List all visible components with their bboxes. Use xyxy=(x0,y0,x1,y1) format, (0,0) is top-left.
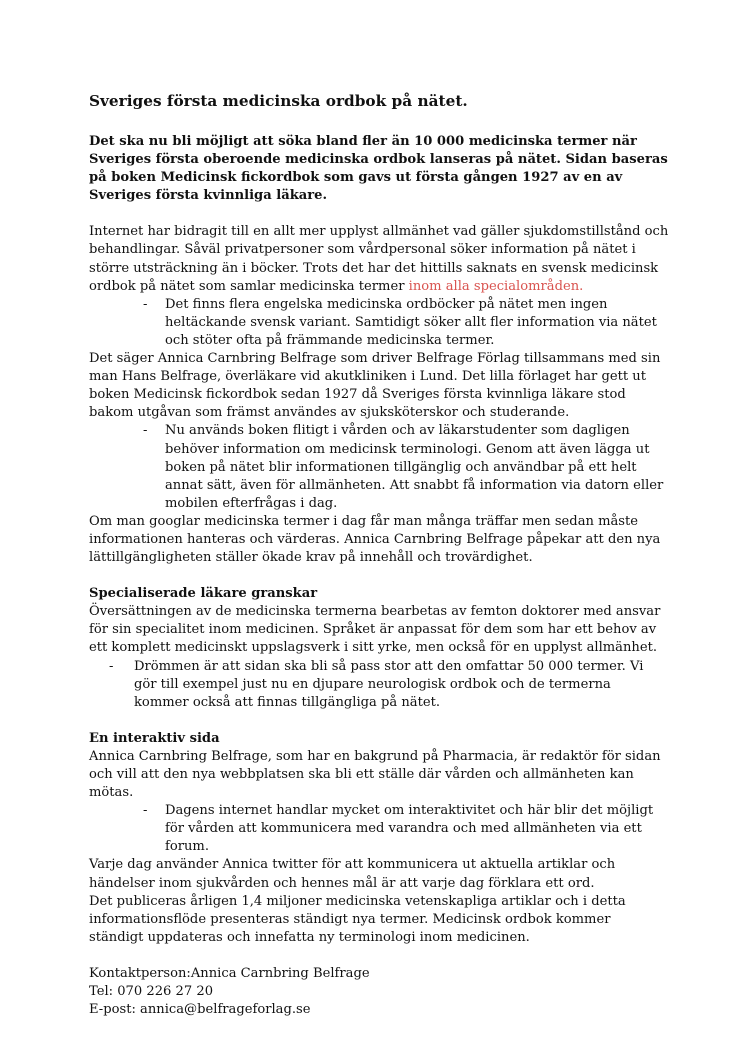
bullet-list-3 xyxy=(89,658,669,712)
bullet-list-1 xyxy=(89,296,669,350)
paragraph-editor: Annica Carnbring Belfrage, som har en bakgrund på Pharmacia, är redaktör för sidan och vill att den nya webbplatsen ska bli ett ställe där vården och allmänheten kan mötas. xyxy=(89,748,661,801)
section-heading-interactive: En interaktiv sida xyxy=(89,730,220,746)
bullet-list-2 xyxy=(89,422,669,512)
paragraph-translation: Översättningen av de medicinska termerna bearbetas av femton doktorer med ansvar för sin specialitet inom medicinen. Språket är anpassat för dem som har ett behov av ett komplett medicinskt uppslagsverk i sitt yrke, men också för en upplyst allmänhet. xyxy=(89,604,661,656)
dash-marker: - xyxy=(143,803,148,819)
paragraph-twitter: Varje dag använder Annica twitter för att kommunicera ut aktuella artiklar och händelser inom sjukvården och hennes mål är att varje dag förklara ett ord. xyxy=(89,857,616,891)
bullet-text: Nu används boken flitigt i vården och av läkarstudenter som dagligen behöver information om medicinsk terminologi. Genom att även lägga ut boken på nätet blir informationen tillgänglig och användbar på ett helt annat sätt, även för allmänheten. Att snabbt få information via datorn eller mobilen efterfrågas i dag. xyxy=(165,423,664,511)
contact-phone: Tel: 070 226 27 20 xyxy=(89,984,214,1000)
list-item xyxy=(89,296,669,350)
contact-email[interactable]: E-post: annica@belfrageforlag.se xyxy=(89,1002,311,1018)
contact-block xyxy=(89,965,669,1019)
dash-marker: - xyxy=(109,658,114,674)
dash-marker: - xyxy=(143,296,148,312)
intro-text: Internet har bidragit till en allt mer upplyst allmänhet vad gäller sjukdomstillstånd och behandlingar. Såväl privatpersoner som vårdpersonal söker information på nätet i större utsträckning än i böcker. Trots det har det hittills saknats en svensk medicinsk ordbok på nätet som samlar medicinska termer xyxy=(89,224,669,294)
bullet-list-4 xyxy=(89,802,669,856)
intro-paragraph xyxy=(89,223,669,295)
list-item xyxy=(89,802,669,856)
document-title: Sveriges första medicinska ordbok på nätet. xyxy=(89,92,468,110)
specialty-link[interactable]: inom alla specialområden. xyxy=(408,278,584,294)
section-heading-specialists: Specialiserade läkare granskar xyxy=(89,586,318,602)
paragraph-publications: Det publiceras årligen 1,4 miljoner medicinska vetenskapliga artiklar och i detta informationsflöde presenteras ständigt nya termer. Medicinsk ordbok kommer ständigt uppdateras och innefatta ny terminologi inom medicinen. xyxy=(89,893,626,945)
document-page xyxy=(89,91,669,1019)
paragraph-belfrage: Det säger Annica Carnbring Belfrage som driver Belfrage Förlag tillsammans med sin man Hans Belfrage, överläkare vid akutkliniken i Lund. Det lilla förlaget har gett ut boken Medicinsk fickordbok sedan 1927 då Sveriges första kvinnliga läkare stod bakom utgåvan som främst användes av sjuksköterskor och studerande. xyxy=(89,351,661,421)
list-item xyxy=(89,422,669,512)
lead-paragraph: Det ska nu bli möjligt att söka bland fler än 10 000 medicinska termer när Sveriges första oberoende medicinska ordbok lanseras på nätet. Sidan baseras på boken Medicinsk fickordbok som gavs ut första gången 1927 av en av Sveriges första kvinnliga läkare. xyxy=(89,134,668,204)
dash-marker: - xyxy=(143,423,148,439)
bullet-text: Det finns flera engelska medicinska ordböcker på nätet men ingen heltäckande svensk variant. Samtidigt söker allt fler information via nätet och stöter ofta på främmande medicinska termer. xyxy=(165,296,657,348)
bullet-text: Dagens internet handlar mycket om interaktivitet och här blir det möjligt för vården att kommunicera med varandra och med allmänheten via ett forum. xyxy=(165,803,654,855)
contact-person: Kontaktperson:Annica Carnbring Belfrage xyxy=(89,965,370,981)
bullet-text: Drömmen är att sidan ska bli så pass stor att den omfattar 50 000 termer. Vi gör till exempel just nu en djupare neurologisk ordbok och de termerna kommer också att finnas tillgängliga på nätet. xyxy=(134,658,644,710)
paragraph-googling: Om man googlar medicinska termer i dag får man många träffar men sedan måste informationen hanteras och värderas. Annica Carnbring Belfrage påpekar att den nya lättillgängligheten ställer ökade krav på innehåll och trovärdighet. xyxy=(89,513,661,566)
list-item xyxy=(89,658,669,712)
